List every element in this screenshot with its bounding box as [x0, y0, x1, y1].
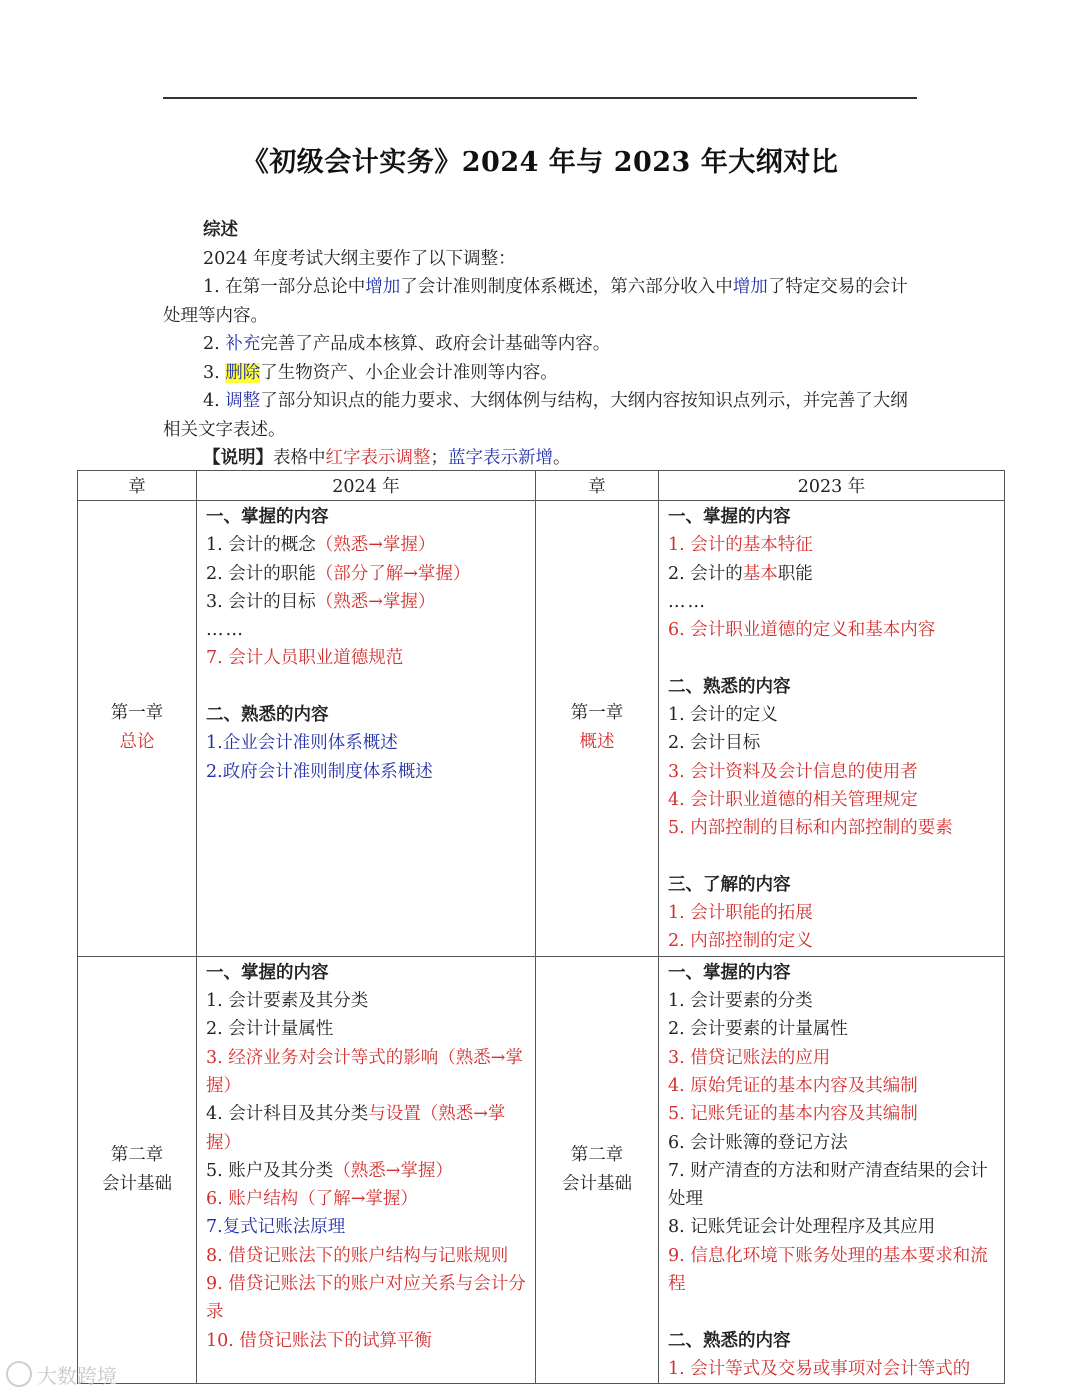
- chapter-cell: 第一章 总论: [78, 501, 197, 957]
- comparison-table: [77, 470, 1005, 1384]
- header-2023: 2023 年: [659, 471, 1005, 501]
- summary-item-2: 2. 补充完善了产品成本核算、政府会计基础等内容。: [203, 334, 611, 354]
- chapter-cell: 第一章 概述: [536, 501, 659, 957]
- outline-2024-cell: 一、掌握的内容 1. 会计要素及其分类 2. 会计计量属性 3. 经济业务对会计等式的影响（熟悉→掌握） 4. 会计科目及其分类与设置（熟悉→掌握） 5. 账户及其分类（熟悉→掌握） 6. 账户结构（了解→掌握） 7.复式记账法原理 8. 借贷记账法下的账户结构与记账规则 9. 借贷记账法下的账户对应关系与会计分录 10. 借贷记账法下的试算平衡: [197, 956, 536, 1383]
- highlighted-text: 删除: [225, 362, 261, 383]
- table-header-row: [78, 471, 1005, 501]
- summary-item-4: 4. 调整了部分知识点的能力要求、大纲体例与结构，大纲内容按知识点列示，并完善了大纲相关文字表述。: [163, 391, 908, 440]
- chapter-cell: 第二章 会计基础: [78, 956, 197, 1383]
- outline-2024-cell: 一、掌握的内容 1. 会计的概念（熟悉→掌握） 2. 会计的职能（部分了解→掌握） 3. 会计的目标（熟悉→掌握） …… 7. 会计人员职业道德规范 二、熟悉的内容 1.企业会计准则体系概述 2.政府会计准则制度体系概述: [197, 501, 536, 957]
- watermark-logo-icon: [6, 1361, 32, 1387]
- legend-note: 【说明】表格中红字表示调整；蓝字表示新增。: [203, 448, 571, 468]
- summary-lead: 2024 年度考试大纲主要作了以下调整：: [203, 248, 516, 269]
- outline-2023-cell: 一、掌握的内容 1. 会计的基本特征 2. 会计的基本职能 …… 6. 会计职业道德的定义和基本内容 二、熟悉的内容 1. 会计的定义 2. 会计目标 3. 会计资料及会计信息的使用者 4. 会计职业道德的相关管理规定 5. 内部控制的目标和内部控制的要素 三、了解的内容 1. 会计职能的拓展 2. 内部控制的定义: [659, 501, 1005, 957]
- table-row: [78, 501, 1005, 957]
- table-row: [78, 956, 1005, 1383]
- chapter-cell: 第二章 会计基础: [536, 956, 659, 1383]
- outline-2023-cell: 一、掌握的内容 1. 会计要素的分类 2. 会计要素的计量属性 3. 借贷记账法的应用 4. 原始凭证的基本内容及其编制 5. 记账凭证的基本内容及其编制 6. 会计账簿的登记方法 7. 财产清查的方法和财产清查结果的会计处理 8. 记账凭证会计处理程序及其应用 9. 信息化环境下账务处理的基本要求和流程 二、熟悉的内容 1. 会计等式及交易或事项对会计等式的: [659, 956, 1005, 1383]
- watermark: 大数跨境: [6, 1360, 117, 1389]
- summary-item-1: 1. 在第一部分总论中增加了会计准则制度体系概述，第六部分收入中增加了特定交易的会计处理等内容。: [163, 277, 908, 326]
- summary-item-3: 3. 删除了生物资产、小企业会计准则等内容。: [203, 362, 558, 383]
- header-chapter-2023: 章: [536, 471, 659, 501]
- top-rule: [163, 97, 917, 99]
- header-chapter-2024: 章: [78, 471, 197, 501]
- header-2024: 2024 年: [197, 471, 536, 501]
- document-title: 《初级会计实务》2024 年与 2023 年大纲对比: [241, 147, 839, 178]
- summary-heading: 综述: [203, 220, 238, 240]
- summary-section: [163, 216, 923, 473]
